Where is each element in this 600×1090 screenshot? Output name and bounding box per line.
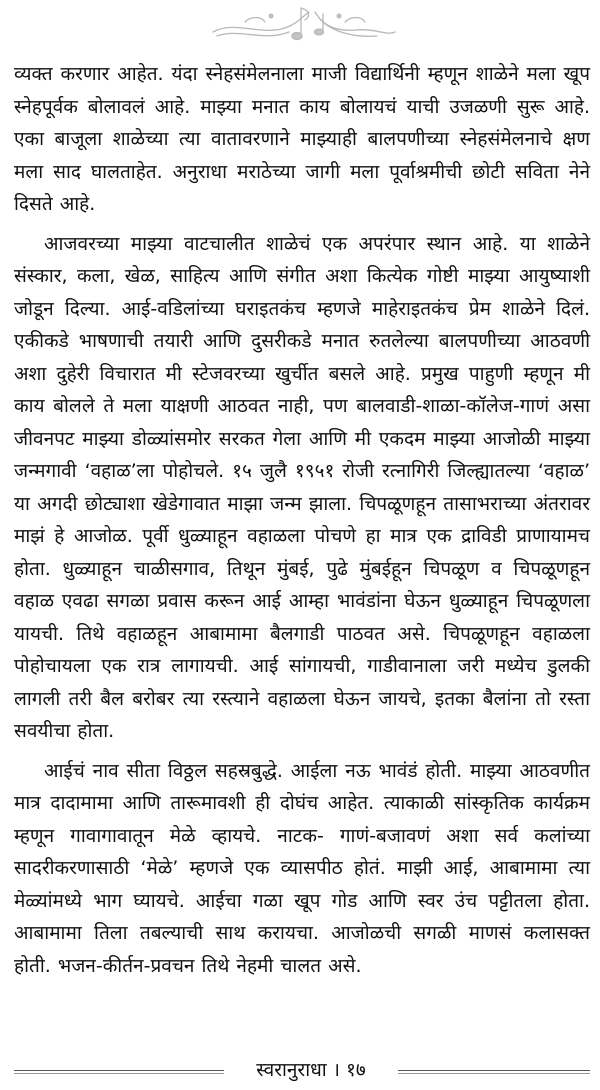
paragraph: व्यक्त करणार आहेत. यंदा स्नेहसंमेलनाला माजी विद्यार्थिनी म्हणून शाळेने मला खूप स्नेहपूर्वक बोलावलं आहे. माझ्या मनात काय बोलायचं याची उजळणी सुरू आहे. एका बाजूला शाळेच्या त्या वातावरणाने माझ्याही बालपणीच्या स्नेहसंमेलनाचे क्षण मला साद घालताहेत. अनुराधा मराठेच्या जागी मला पूर्वाश्रमीची छोटी सविता नेने दिसते आहे. [14, 63, 590, 215]
text-body [14, 58, 590, 989]
paragraph: आईचं नाव सीता विठ्ठल सहस्रबुद्धे. आईला नऊ भावंडं होती. माझ्या आठवणीत मात्र दादामामा आणि तारूमावशी ही दोघंच आहेत. त्याकाळी सांस्कृतिक कार्यक्रम म्हणून गावागावातून मेळे व्हायचे. नाटक- गाणं-बजावणं अशा सर्व कलांच्या सादरीकरणासाठी ‘मेळे’ म्हणजे एक व्यासपीठ होतं. माझी आई, आबामामा त्या मेळ्यांमध्ये भाग घ्यायचे. आईचा गळा खूप गोड आणि स्वर उंच पट्टीतला होता. आबामामा तिला तबल्याची साथ करायचा. आजोळची सगळी माणसं कलासक्त होती. भजन-कीर्तन-प्रवचन तिथे नेहमी चालत असे. [14, 759, 590, 977]
footer-rule-right [398, 1070, 590, 1071]
footer-title-page-number: स्वरानुराधा । १७ [256, 1059, 366, 1081]
page-footer [0, 1048, 600, 1088]
paragraph: आजवरच्या माझ्या वाटचालीत शाळेचं एक अपरंपार स्थान आहे. या शाळेने संस्कार, कला, खेळ, साहित्य आणि संगीत अशा कित्येक गोष्टी माझ्या आयुष्याशी जोडून दिल्या. आई-वडिलांच्या घराइतकंच म्हणजे माहेराइतकंच प्रेम शाळेने दिलं. एकीकडे भाषणाची तयारी आणि दुसरीकडे मनात रुतलेल्या बालपणीच्या आठवणी अशा दुहेरी विचारात मी स्टेजवरच्या खुर्चीत बसले आहे. प्रमुख पाहुणी म्हणून मी काय बोलले ते मला याक्षणी आठवत नाही, पण बालवाडी-शाळा-कॉलेज-गाणं असा जीवनपट माझ्या डोळ्यांसमोर सरकत गेला आणि मी एकदम माझ्या आजोळी माझ्या जन्मगावी ‘वहाळ’ला पोहोचले. १५ जुलै १९५१ रोजी रत्नागिरी जिल्ह्यातल्या ‘वहाळ’ या अगदी छोट्याशा खेडेगावात माझा जन्म झाला. चिपळूणहून तासाभराच्या अंतरावर माझं हे आजोळ. पूर्वी धुळ्याहून वहाळला पोचणे हा मात्र एक द्राविडी प्राणायामच होता. धुळ्याहून चाळीसगाव, तिथून मुंबई, पुढे मुंबईहून चिपळूण व चिपळूणहून वहाळ एवढा सगळा प्रवास करून आई आम्हा भावंडांना घेऊन धुळ्याहून चिपळूणला यायची. तिथे वहाळहून आबामामा बैलगाडी पाठवत असे. चिपळूणहून वहाळला पोहोचायला एक रात्र लागायची. आई सांगायची, गाडीवानाला जरी मध्येच डुलकी लागली तरी बैल बरोबर त्या रस्त्याने वहाळला घेऊन जायचे, इतका बैलांना तो रस्ता सवयीचा होता. [14, 232, 590, 742]
music-note-ornament-icon [205, 2, 400, 46]
footer-rule-left [14, 1070, 224, 1071]
